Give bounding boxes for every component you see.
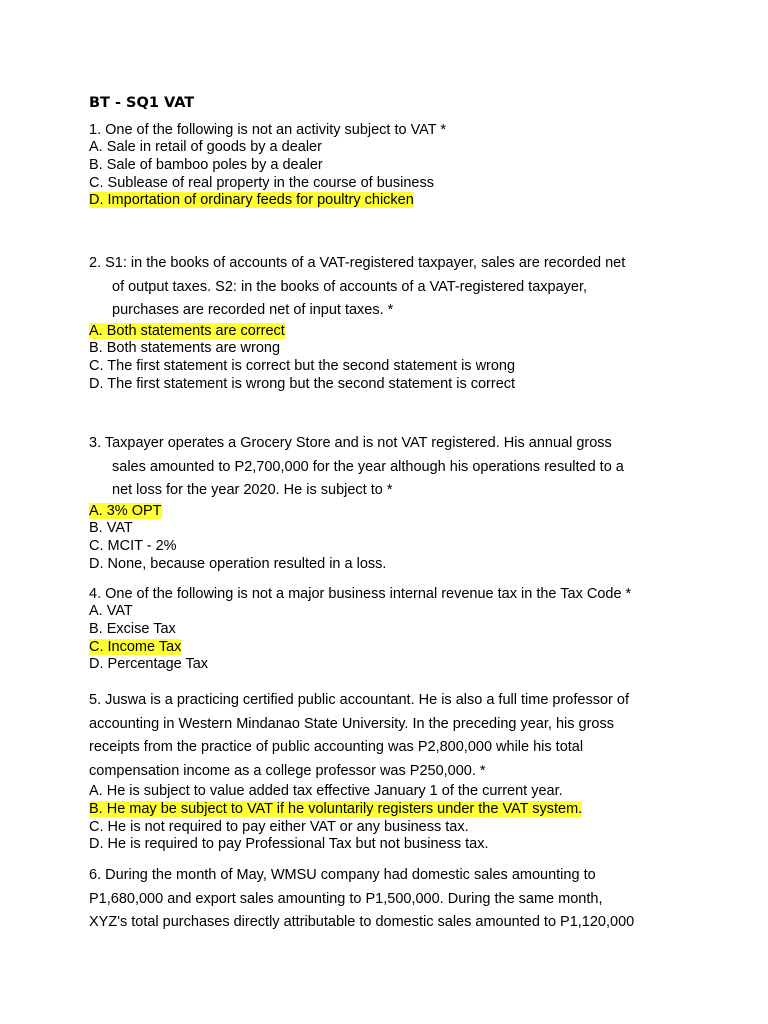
option-d: D. None, because operation resulted in a loss. — [89, 555, 387, 572]
question-stem: compensation income as a college professor was P250,000. * — [89, 762, 486, 779]
option-a: A. VAT — [89, 603, 133, 619]
highlighted-answer: A. Both statements are correct — [89, 322, 285, 339]
question-stem: XYZ's total purchases directly attributable to domestic sales amounted to P1,120,000 — [89, 914, 635, 930]
question-stem: 3. Taxpayer operates a Grocery Store and is not VAT registered. His annual gross — [89, 435, 612, 451]
option-c: C. He is not required to pay either VAT or any business tax. — [89, 818, 469, 835]
option-a-answer — [89, 503, 624, 521]
question-stem: receipts from the practice of public accounting was P2,800,000 while his total — [89, 739, 584, 755]
highlighted-answer: A. 3% OPT — [89, 502, 162, 519]
question-stem: 6. During the month of May, WMSU company had domestic sales amounting to — [89, 867, 596, 883]
option-a-answer — [89, 323, 625, 341]
question-1 — [89, 121, 446, 210]
question-stem: sales amounted to P2,700,000 for the year although his operations resulted to a — [112, 458, 624, 475]
option-b-answer — [89, 801, 629, 819]
option-a: A. He is subject to value added tax effective January 1 of the current year. — [89, 783, 563, 799]
option-d: D. He is required to pay Professional Tax but not business tax. — [89, 836, 489, 853]
option-d: D. The first statement is wrong but the second statement is correct — [89, 375, 516, 392]
question-stem: 1. One of the following is not an activity subject to VAT * — [89, 122, 447, 138]
question-stem: 2. S1: in the books of accounts of a VAT-registered taxpayer, sales are recorded net — [89, 255, 626, 271]
highlighted-answer: D. Importation of ordinary feeds for poultry chicken — [89, 192, 414, 209]
question-3 — [89, 432, 624, 574]
document-title: BT - SQ1 VAT — [89, 95, 195, 111]
option-b: B. Both statements are wrong — [89, 340, 281, 357]
option-b: B. Excise Tax — [89, 620, 176, 637]
question-6 — [89, 864, 634, 935]
question-stem: of output taxes. S2: in the books of accounts of a VAT-registered taxpayer, — [112, 278, 588, 295]
option-d-answer — [89, 192, 446, 210]
question-stem: net loss for the year 2020. He is subject to * — [112, 482, 393, 498]
option-b: B. VAT — [89, 520, 133, 537]
question-stem: purchases are recorded net of input taxes. * — [112, 302, 394, 318]
question-2 — [89, 252, 625, 394]
question-5 — [89, 689, 629, 854]
question-stem: accounting in Western Mindanao State University. In the preceding year, his gross — [89, 715, 614, 732]
question-4 — [89, 585, 631, 674]
highlighted-answer: B. He may be subject to VAT if he voluntarily registers under the VAT system. — [89, 800, 583, 817]
option-c: C. MCIT - 2% — [89, 538, 177, 555]
option-c: C. Sublease of real property in the course of business — [89, 174, 434, 191]
question-stem: 5. Juswa is a practicing certified public accountant. He is also a full time professor of — [89, 692, 629, 708]
option-c: C. The first statement is correct but the second statement is wrong — [89, 358, 516, 375]
option-b: B. Sale of bamboo poles by a dealer — [89, 156, 323, 173]
question-stem: P1,680,000 and export sales amounting to P1,500,000. During the same month, — [89, 890, 603, 907]
highlighted-answer: C. Income Tax — [89, 638, 182, 655]
question-stem: 4. One of the following is not a major business internal revenue tax in the Tax Code * — [89, 586, 632, 602]
option-d: D. Percentage Tax — [89, 656, 209, 673]
option-c-answer — [89, 639, 631, 657]
option-a: A. Sale in retail of goods by a dealer — [89, 139, 322, 155]
